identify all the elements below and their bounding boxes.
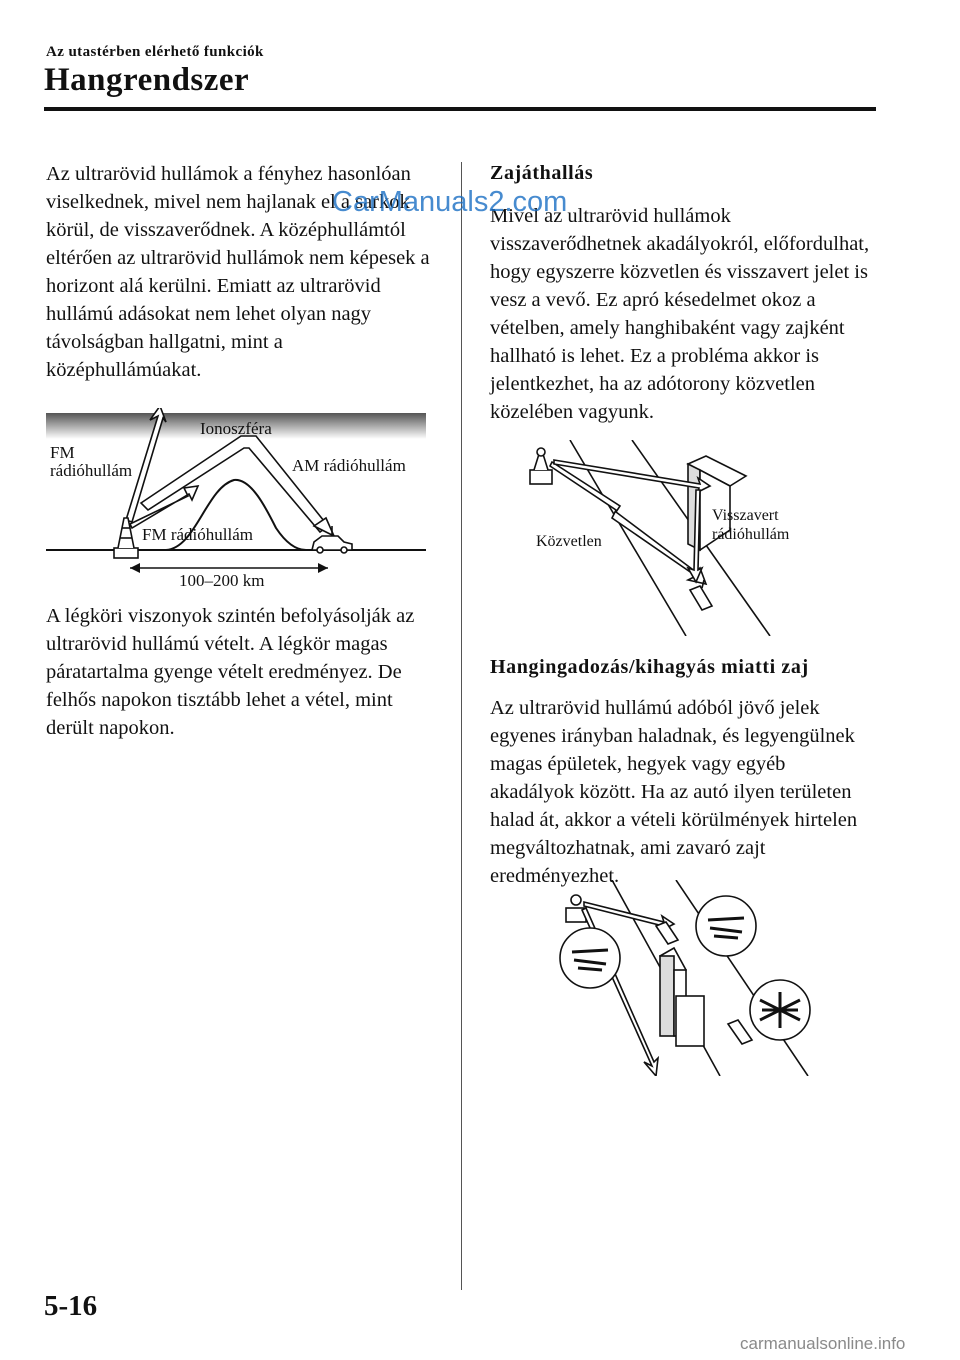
car-icon (656, 922, 678, 944)
signal-fluctuation-figure (552, 880, 820, 1076)
label-fm-ground: FM rádióhullám (142, 525, 253, 544)
distance-arrowhead-left (130, 563, 140, 573)
noise-bubble-icon (696, 896, 756, 956)
label-fm-wave-line1: FM (50, 443, 75, 462)
right-paragraph-1: Mivel az ultrarövid hullámok visszaverődhetnek akadályokról, előfordulhat, hogy egyszerre közvetlen és visszavert jelet is vesz a vevő. Ez apró késedelmet okoz a vételben, amely hanghibaként vagy zajként hallható is lehet. Ez a probléma akkor is jelentkezhet, ha az adótorony közvetlen közelében vagyunk. (490, 205, 870, 423)
footer-watermark: carmanualsonline.info (740, 1334, 906, 1353)
label-direct: Közvetlen (536, 533, 602, 550)
label-distance: 100–200 km (179, 571, 265, 590)
label-fm-wave-line2: rádióhullám (50, 461, 133, 480)
heading-zajathallas: Zajáthallás (490, 162, 594, 184)
header-rule (44, 107, 876, 111)
noise-bubble-icon (560, 928, 620, 988)
label-reflected-line2: rádióhullám (712, 526, 790, 543)
label-reflected-line1: Visszavert (712, 507, 779, 524)
car-icon (728, 1020, 752, 1044)
multipath-figure (520, 440, 820, 636)
left-paragraph-2: A légköri viszonyok szintén befolyásolják az ultrarövid hullámú vételt. A légkör magas páratartalma gyenge vételt eredményez. De felhős napokon tisztább lehet a vétel, mint derült napokon. (46, 605, 415, 739)
right-paragraph-2: Az ultrarövid hullámú adóból jövő jelek egyenes irányban haladnak, és legyengülnek magas épületek, hegyek vagy egyéb akadályok között. Ha az autó ilyen területen halad át, akkor a vételi körülmények hirtelen megváltozhatnak, ami zavaró zajt eredményezhet. (490, 697, 858, 887)
heading-hangingadozas: Hangingadozás/kihagyás miatti zaj (490, 656, 809, 678)
building-icon (660, 948, 704, 1046)
section-label: Az utastérben elérhető funkciók (46, 44, 264, 60)
page-number: 5-16 (44, 1290, 98, 1322)
wave-to-building (554, 460, 710, 492)
left-paragraph-1: Az ultrarövid hullámok a fényhez hasonlóan viselkednek, mivel nem hajlanak el a sarkok körül, de visszaverődnek. A középhullámtól eltérően az ultrarövid hullámok nem képesek a horizont alá kerülni. Emiatt az ultrarövid hullámú adásokat nem lehet olyan nagy távolságban hallgatni, mint a középhullámúakat. (46, 163, 430, 381)
direct-wave (550, 462, 706, 584)
label-ionosphere: Ionoszféra (200, 419, 272, 438)
watermark: CarManuals2.com (332, 186, 568, 218)
antenna-tower-icon (530, 448, 552, 484)
fm-am-propagation-figure (46, 408, 430, 592)
label-am-wave: AM rádióhullám (292, 456, 406, 475)
column-divider (461, 162, 462, 1290)
noise-bubble-icon (750, 980, 810, 1040)
distance-arrowhead-right (318, 563, 328, 573)
chapter-title: Hangrendszer (44, 62, 250, 98)
car-icon (690, 580, 712, 610)
antenna-tower-icon (566, 895, 586, 922)
